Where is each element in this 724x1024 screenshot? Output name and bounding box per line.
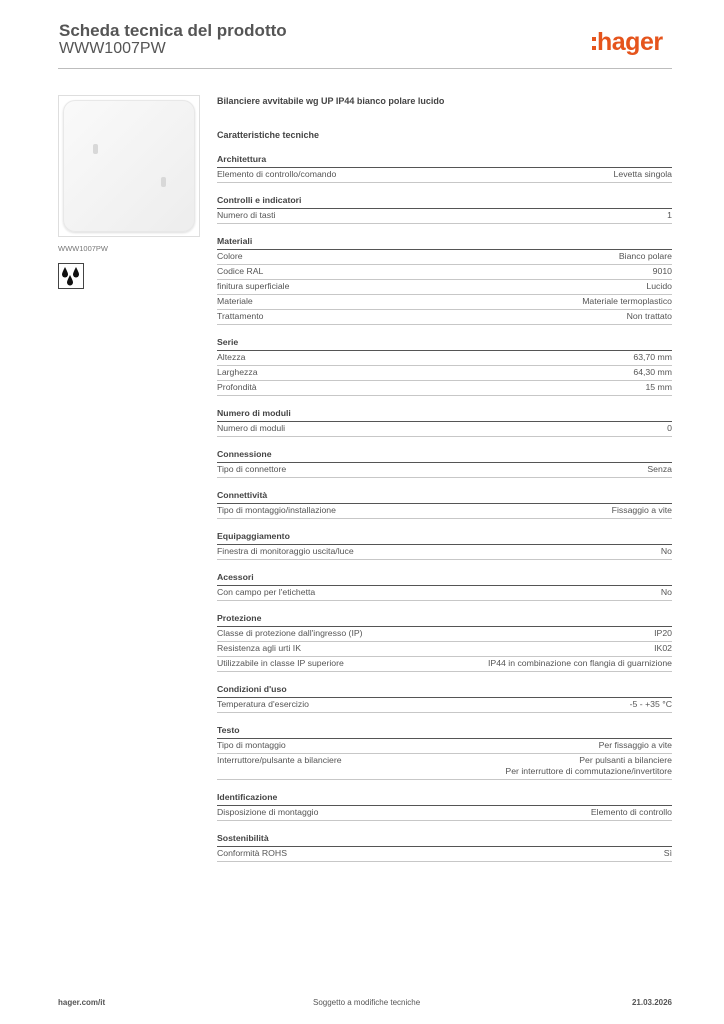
spec-label: Conformità ROHS bbox=[217, 848, 288, 858]
spec-value-line: Elemento di controllo bbox=[590, 807, 672, 817]
spec-value-line: 64,30 mm bbox=[633, 367, 672, 377]
spec-row bbox=[217, 422, 672, 437]
spec-label: Larghezza bbox=[217, 367, 258, 377]
spec-value bbox=[630, 699, 672, 710]
spec-value bbox=[661, 587, 672, 598]
spec-value bbox=[612, 505, 672, 516]
spec-value bbox=[667, 423, 672, 434]
product-name: Bilanciere avvitabile wg UP IP44 bianco polare lucido bbox=[217, 96, 445, 106]
spec-row bbox=[217, 739, 672, 754]
spec-value-line: Materiale termoplastico bbox=[582, 296, 672, 306]
group-title: Identificazione bbox=[217, 792, 672, 806]
group-title: Numero di moduli bbox=[217, 408, 672, 422]
spec-label: Codice RAL bbox=[217, 266, 264, 276]
spec-row bbox=[217, 545, 672, 560]
footer-note: Soggetto a modifiche tecniche bbox=[313, 998, 421, 1007]
spec-row bbox=[217, 504, 672, 519]
spec-row bbox=[217, 806, 672, 821]
spec-value-line: Per interruttore di commutazione/invertitore bbox=[505, 766, 672, 776]
spec-value-line: IP20 bbox=[654, 628, 672, 638]
spec-row bbox=[217, 627, 672, 642]
spec-row bbox=[217, 351, 672, 366]
spec-value bbox=[653, 266, 672, 277]
spec-value bbox=[627, 311, 672, 322]
spec-value-line: Lucido bbox=[646, 281, 672, 291]
spec-value-line: -5 - +35 °C bbox=[629, 699, 672, 709]
group-title: Testo bbox=[217, 725, 672, 739]
spec-value bbox=[645, 382, 672, 393]
spec-row bbox=[217, 366, 672, 381]
spec-value bbox=[619, 251, 672, 262]
spec-value bbox=[654, 643, 672, 654]
group-title: Protezione bbox=[217, 613, 672, 627]
spec-label: Utilizzabile in classe IP superiore bbox=[217, 658, 344, 668]
spec-label: Materiale bbox=[217, 296, 253, 306]
logo-text: hager bbox=[597, 27, 663, 56]
spec-value-line: 63,70 mm bbox=[633, 352, 672, 362]
spec-label: Profondità bbox=[217, 382, 257, 392]
spec-row bbox=[217, 847, 672, 862]
spec-value bbox=[599, 740, 672, 751]
ip44-water-drops-icon bbox=[58, 263, 84, 289]
spec-label: Con campo per l'etichetta bbox=[217, 587, 316, 597]
spec-row bbox=[217, 754, 672, 780]
group-title: Connessione bbox=[217, 449, 672, 463]
spec-value bbox=[633, 352, 672, 363]
spec-value bbox=[614, 169, 672, 180]
group-title: Serie bbox=[217, 337, 672, 351]
spec-value-line: Fissaggio a vite bbox=[611, 505, 672, 515]
spec-label: Temperatura d'esercizio bbox=[217, 699, 309, 709]
spec-value bbox=[661, 546, 672, 557]
spec-content bbox=[217, 94, 672, 862]
spec-label: Tipo di montaggio/installazione bbox=[217, 505, 336, 515]
spec-value-line: Per fissaggio a vite bbox=[598, 740, 672, 750]
spec-value-line: Senza bbox=[647, 464, 672, 474]
spec-row bbox=[217, 295, 672, 310]
spec-label: Disposizione di montaggio bbox=[217, 807, 319, 817]
spec-value bbox=[633, 367, 672, 378]
spec-value-line: 15 mm bbox=[645, 382, 672, 392]
spec-value bbox=[654, 628, 672, 639]
spec-row bbox=[217, 698, 672, 713]
spec-row bbox=[217, 280, 672, 295]
spec-value bbox=[664, 848, 672, 859]
document-title: Scheda tecnica del prodotto bbox=[59, 21, 287, 40]
spec-value-line: IK02 bbox=[654, 643, 672, 653]
spec-label: Altezza bbox=[217, 352, 246, 362]
spec-value-line: Bianco polare bbox=[618, 251, 672, 261]
spec-label: finitura superficiale bbox=[217, 281, 290, 291]
spec-label: Numero di moduli bbox=[217, 423, 286, 433]
group-title: Materiali bbox=[217, 236, 672, 250]
rocker-plate bbox=[63, 100, 195, 232]
footer-date: 21.03.2026 bbox=[631, 998, 672, 1007]
spec-value-line: 1 bbox=[667, 210, 672, 220]
spec-row bbox=[217, 586, 672, 601]
spec-label: Interruttore/pulsante a bilanciere bbox=[217, 755, 342, 765]
spec-row bbox=[217, 310, 672, 325]
spec-label: Colore bbox=[217, 251, 243, 261]
spec-value-line: No bbox=[660, 587, 672, 597]
spec-row bbox=[217, 463, 672, 478]
header-divider bbox=[58, 68, 672, 69]
spec-value-line: No bbox=[660, 546, 672, 556]
spec-value-line: Per pulsanti a bilanciere bbox=[579, 755, 672, 765]
spec-label: Numero di tasti bbox=[217, 210, 276, 220]
spec-groups bbox=[217, 154, 672, 862]
product-code: WWW1007PW bbox=[59, 40, 166, 57]
spec-value-line: Non trattato bbox=[626, 311, 672, 321]
spec-label: Trattamento bbox=[217, 311, 264, 321]
group-title: Architettura bbox=[217, 154, 672, 168]
spec-value bbox=[647, 464, 672, 475]
spec-row bbox=[217, 657, 672, 672]
spec-value bbox=[667, 210, 672, 221]
group-title: Connettività bbox=[217, 490, 672, 504]
spec-value bbox=[488, 658, 672, 669]
spec-value bbox=[582, 296, 672, 307]
group-title: Condizioni d'uso bbox=[217, 684, 672, 698]
spec-label: Classe di protezione dall'ingresso (IP) bbox=[217, 628, 363, 638]
footer-website[interactable]: hager.com/it bbox=[58, 998, 106, 1007]
spec-value bbox=[505, 755, 672, 777]
spec-value-line: IP44 in combinazione con flangia di guarnizione bbox=[487, 658, 672, 668]
spec-value-line: 0 bbox=[667, 423, 672, 433]
spec-row bbox=[217, 250, 672, 265]
spec-label: Elemento di controllo/comando bbox=[217, 169, 337, 179]
group-title: Equipaggiamento bbox=[217, 531, 672, 545]
image-caption: WWW1007PW bbox=[58, 244, 109, 253]
spec-row bbox=[217, 168, 672, 183]
spec-row bbox=[217, 265, 672, 280]
product-image bbox=[58, 95, 200, 237]
spec-label: Finestra di monitoraggio uscita/luce bbox=[217, 546, 354, 556]
hager-logo bbox=[592, 27, 663, 56]
group-title: Controlli e indicatori bbox=[217, 195, 672, 209]
spec-value-line: 9010 bbox=[652, 266, 672, 276]
spec-label: Tipo di connettore bbox=[217, 464, 287, 474]
spec-label: Resistenza agli urti IK bbox=[217, 643, 302, 653]
spec-row bbox=[217, 381, 672, 396]
spec-value bbox=[646, 281, 672, 292]
section-heading: Caratteristiche tecniche bbox=[217, 130, 320, 140]
group-title: Acessori bbox=[217, 572, 672, 586]
spec-value bbox=[591, 807, 672, 818]
spec-row bbox=[217, 209, 672, 224]
spec-value-line: Sì bbox=[663, 848, 672, 858]
logo-colon-icon bbox=[592, 37, 596, 50]
spec-label: Tipo di montaggio bbox=[217, 740, 286, 750]
spec-value-line: Levetta singola bbox=[613, 169, 672, 179]
spec-row bbox=[217, 642, 672, 657]
group-title: Sostenibilità bbox=[217, 833, 672, 847]
